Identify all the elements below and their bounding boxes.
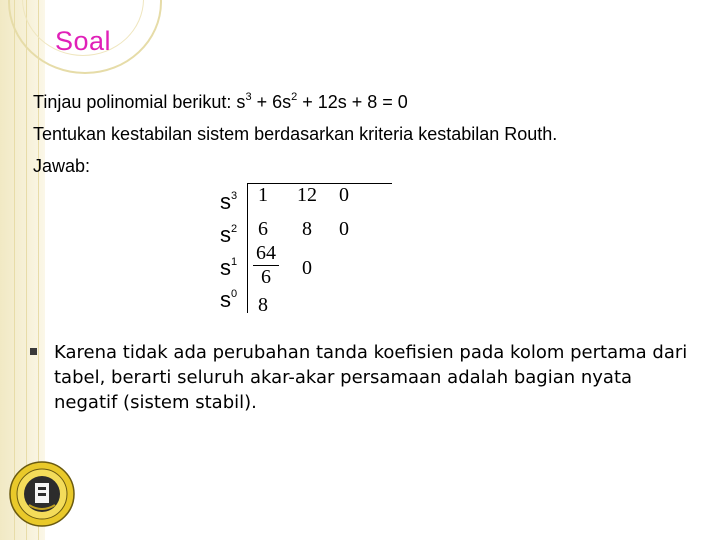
row-label-exp: 3	[231, 190, 238, 202]
row-label-exp: 2	[231, 223, 238, 235]
fraction-numerator: 64	[256, 242, 276, 264]
row-label-s1	[220, 255, 237, 281]
polynomial-line	[33, 91, 408, 113]
row-label-exp: 0	[231, 288, 238, 300]
square-bullet-icon	[30, 348, 37, 355]
row-label-s3	[220, 189, 237, 215]
cell-s0-c1: 8	[258, 294, 268, 316]
slide-title: Soal	[55, 26, 112, 56]
row-label-s0	[220, 287, 237, 313]
cell-s2-c3: 0	[339, 218, 349, 240]
cell-s3-c1: 1	[258, 184, 268, 206]
fraction-denominator: 6	[261, 266, 271, 288]
polynomial-prefix: Tinjau polinomial berikut: s	[33, 92, 246, 112]
row-label-s2	[220, 222, 237, 248]
band-stripe	[26, 0, 27, 540]
cell-s1-c2: 0	[302, 257, 312, 279]
polynomial-exponent-3: 3	[245, 91, 252, 103]
polynomial-middle: + 6s	[251, 92, 292, 112]
university-seal-icon	[9, 461, 75, 527]
decorative-side-band	[0, 0, 45, 540]
cell-s2-c2: 8	[302, 218, 312, 240]
cell-s1-c1-fraction	[251, 242, 281, 289]
answer-label: Jawab:	[33, 156, 91, 176]
polynomial-exponent-2: 2	[291, 91, 298, 103]
row-label-base: s	[220, 189, 231, 214]
conclusion-text: Karena tidak ada perubahan tanda koefisien pada kolom pertama dari tabel, berarti seluruh akar-akar persamaan adalah bagian nyata negatif (sistem stabil).	[54, 342, 688, 413]
cell-s3-c2: 12	[297, 184, 317, 206]
cell-s2-c1: 6	[258, 218, 268, 240]
row-label-base: s	[220, 287, 231, 312]
band-stripe	[38, 0, 39, 540]
task-instruction: Tentukan kestabilan sistem berdasarkan kriteria kestabilan Routh.	[33, 124, 558, 144]
row-label-exp: 1	[231, 256, 238, 268]
polynomial-suffix: + 12s + 8 = 0	[297, 92, 408, 112]
band-stripe	[14, 0, 15, 540]
cell-s3-c3: 0	[339, 184, 349, 206]
row-label-base: s	[220, 222, 231, 247]
row-label-base: s	[220, 255, 231, 280]
